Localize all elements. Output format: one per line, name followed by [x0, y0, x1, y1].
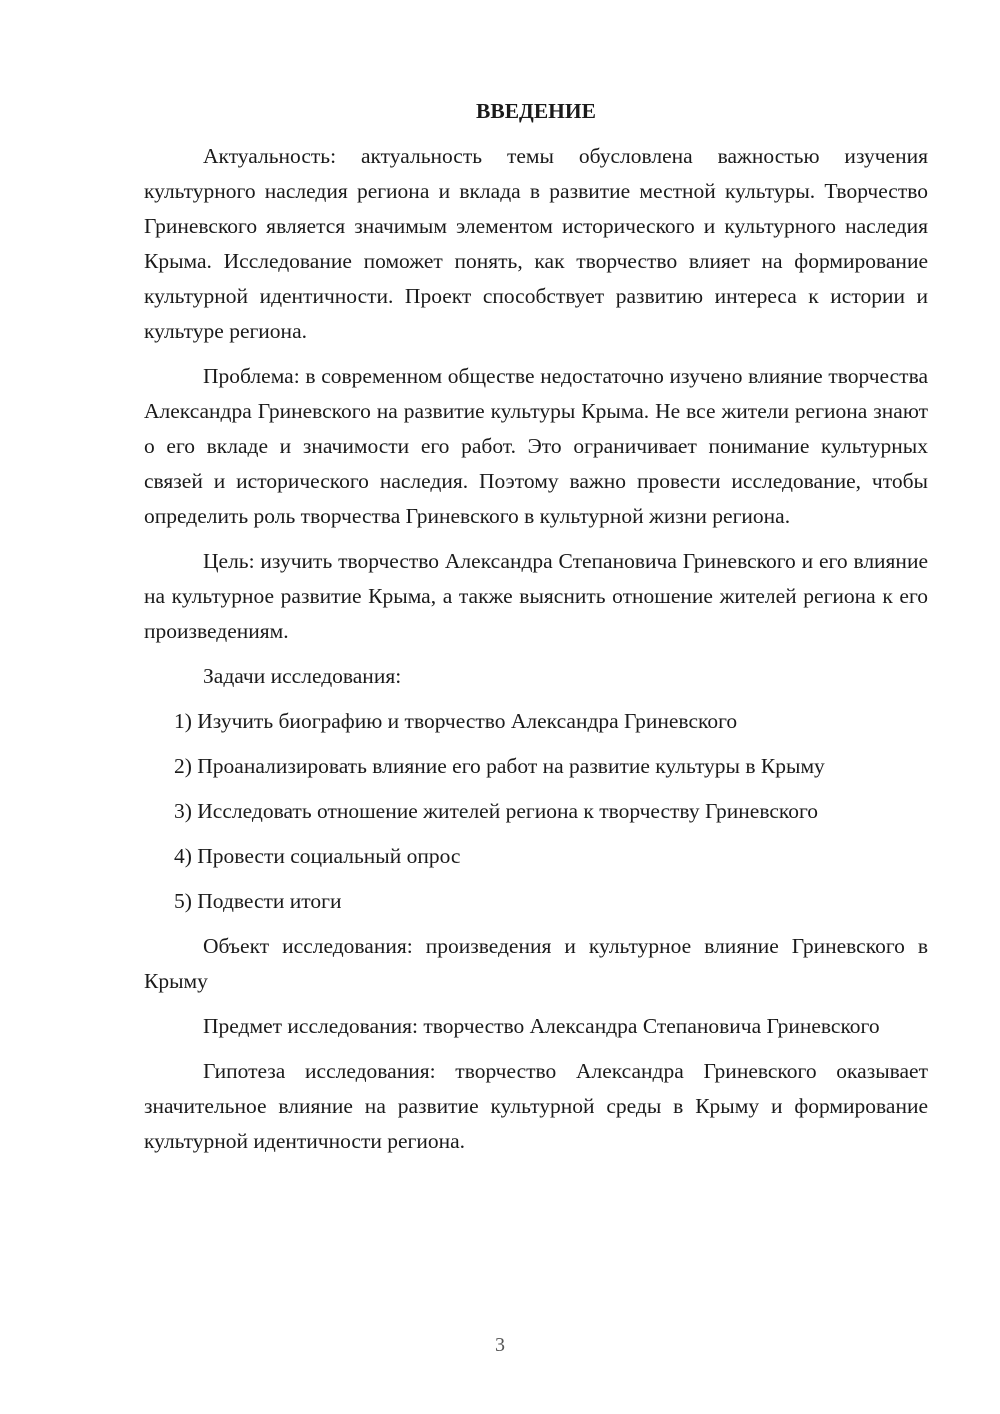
- task-item-2: 2) Проанализировать влияние его работ на развитие культуры в Крыму: [174, 754, 825, 778]
- page-number: 3: [495, 1334, 505, 1356]
- task-item-1: 1) Изучить биографию и творчество Александра Гриневского: [174, 709, 738, 733]
- subject-paragraph: Предмет исследования: творчество Александра Степановича Гриневского: [203, 1014, 880, 1038]
- task-item-5: 5) Подвести итоги: [174, 889, 342, 913]
- tasks-heading: Задачи исследования:: [203, 664, 402, 688]
- hypothesis-paragraph: Гипотеза исследования: творчество Александра Гриневского оказывает значительное влияние на развитие культурной среды в Крыму и формирование культурной идентичности региона.: [144, 1059, 928, 1153]
- task-item-3: 3) Исследовать отношение жителей региона к творчеству Гриневского: [174, 799, 819, 823]
- problem-paragraph: Проблема: в современном обществе недостаточно изучено влияние творчества Александра Гриневского на развитие культуры Крыма. Не все жители региона знают о его вкладе и значимости его работ. Это ограничивает понимание культурных связей и исторического наследия. Поэтому важно провести исследование, чтобы определить роль творчества Гриневского в культурной жизни региона.: [144, 364, 928, 528]
- goal-paragraph: Цель: изучить творчество Александра Степановича Гриневского и его влияние на культурное развитие Крыма, а также выяснить отношение жителей региона к его произведениям.: [144, 549, 928, 643]
- page-title: ВВЕДЕНИЕ: [476, 99, 596, 123]
- document-page: [144, 94, 928, 1169]
- relevance-paragraph: Актуальность: актуальность темы обусловлена важностью изучения культурного наследия региона и вклада в развитие местной культуры. Творчество Гриневского является значимым элементом исторического и культурного наследия Крыма. Исследование поможет понять, как творчество влияет на формирование культурной идентичности. Проект способствует развитию интереса к истории и культуре региона.: [144, 144, 928, 343]
- task-item-4: 4) Провести социальный опрос: [174, 844, 461, 868]
- object-paragraph: Объект исследования: произведения и культурное влияние Гриневского в Крыму: [144, 934, 928, 993]
